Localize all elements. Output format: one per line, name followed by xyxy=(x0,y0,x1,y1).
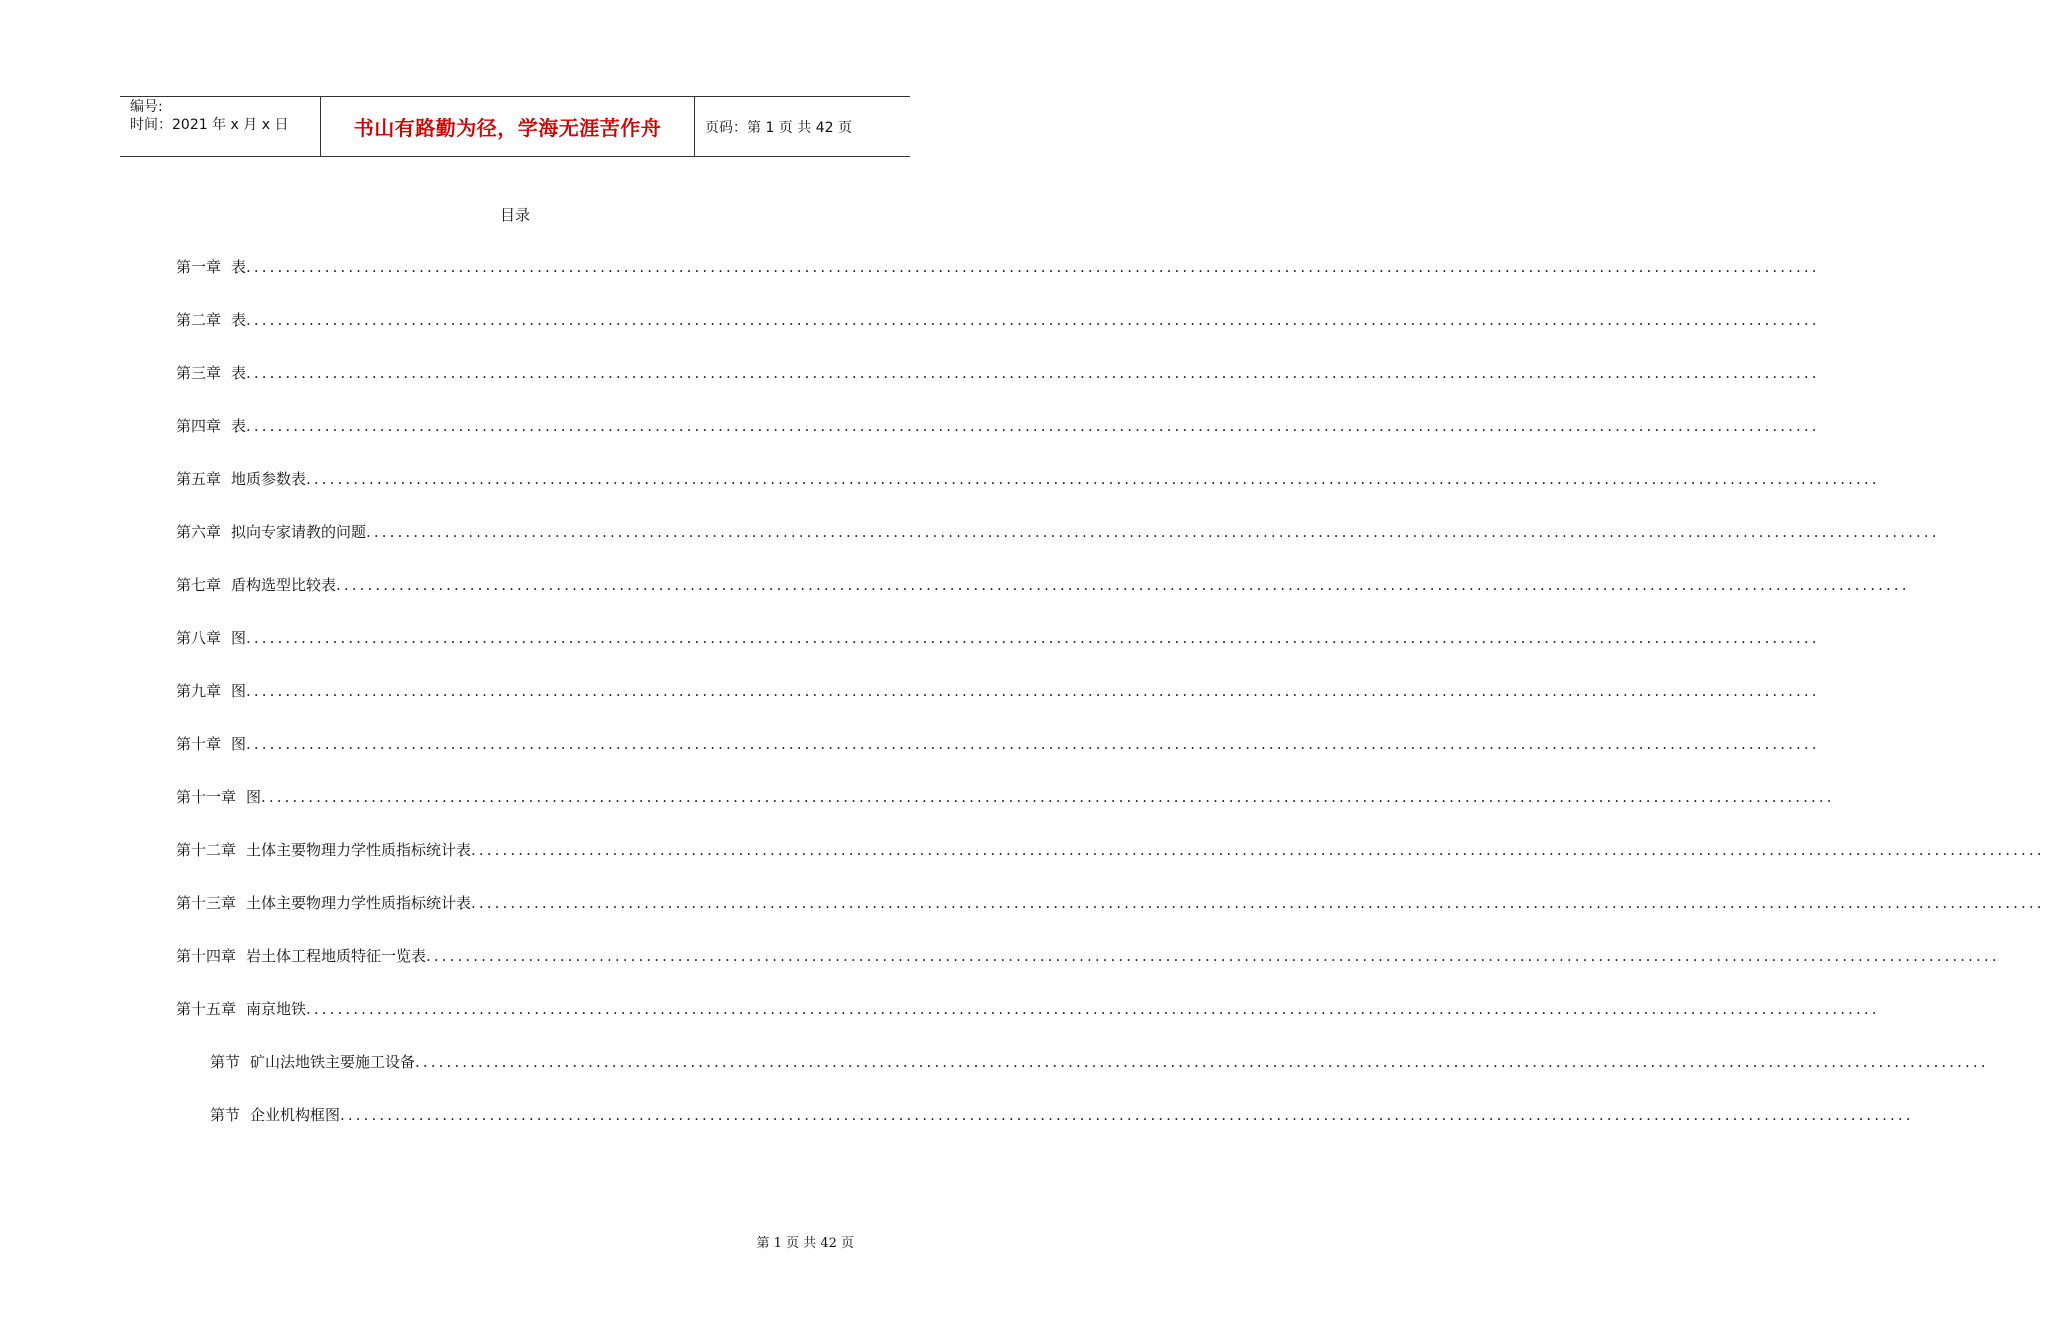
toc-entry-title: 拟向专家请教的问题 xyxy=(231,523,367,541)
toc-entry[interactable] xyxy=(176,522,1940,575)
toc-entry-title: 南京地铁 xyxy=(246,1000,307,1018)
motto-text: 书山有路勤为径，学海无涯苦作舟 xyxy=(353,116,662,140)
toc-leader-dots: ........................................................................................................................................................................................................ xyxy=(246,364,1820,382)
toc-entry[interactable] xyxy=(176,416,1820,469)
toc-entry-number: 第十一章 xyxy=(176,788,237,806)
toc-entry-number: 第十二章 xyxy=(176,841,237,859)
toc-entry-title: 岩土体工程地质特征一览表 xyxy=(246,947,427,965)
toc-entry-title: 地质参数表 xyxy=(231,470,307,488)
toc-entry-title: 土体主要物理力学性质指标统计表 xyxy=(246,841,472,859)
toc-entry-number: 第五章 xyxy=(176,470,222,488)
toc-entry[interactable] xyxy=(176,999,1880,1052)
toc-entry[interactable] xyxy=(176,1052,1989,1105)
toc-leader-dots: ........................................................................................................................................................................................................ xyxy=(426,947,2000,965)
toc-leader-dots: ........................................................................................................................................................................................................ xyxy=(415,1053,1989,1071)
toc-entry-title: 表 xyxy=(231,417,247,435)
toc-entry-number: 第八章 xyxy=(176,629,222,647)
toc-entry[interactable] xyxy=(176,575,1910,628)
toc-entry[interactable] xyxy=(176,628,1820,681)
header-right-cell xyxy=(695,97,910,156)
date-label: 时间：2021 年 x 月 x 日 xyxy=(130,117,289,133)
toc-entry-number: 第十五章 xyxy=(176,1000,237,1018)
toc-entry[interactable] xyxy=(176,363,1820,416)
toc-entry-title: 矿山法地铁主要施工设备 xyxy=(250,1053,416,1071)
toc-entry[interactable] xyxy=(176,787,1835,840)
toc-leader-dots: ........................................................................................................................................................................................................ xyxy=(246,735,1820,753)
toc-entry[interactable] xyxy=(176,310,1820,363)
toc-leader-dots: ........................................................................................................................................................................................................ xyxy=(246,417,1820,435)
toc-leader-dots: ........................................................................................................................................................................................................ xyxy=(471,841,2045,859)
footer-page-number: 第 1 页 共 42 页 xyxy=(756,1236,854,1251)
toc-entry-title: 图 xyxy=(231,682,247,700)
toc-entry[interactable] xyxy=(176,734,1820,787)
toc-entry-number: 第十四章 xyxy=(176,947,237,965)
table-of-contents xyxy=(176,257,2045,1158)
toc-entry-title: 土体主要物理力学性质指标统计表 xyxy=(246,894,472,912)
toc-leader-dots: ........................................................................................................................................................................................................ xyxy=(246,258,1820,276)
toc-entry[interactable] xyxy=(176,893,2045,946)
toc-entry-number: 第四章 xyxy=(176,417,222,435)
toc-entry-title: 企业机构框图 xyxy=(250,1106,341,1124)
toc-entry-title: 盾构选型比较表 xyxy=(231,576,337,594)
toc-entry-number: 第一章 xyxy=(176,258,222,276)
toc-leader-dots: ........................................................................................................................................................................................................ xyxy=(471,894,2045,912)
toc-leader-dots: ........................................................................................................................................................................................................ xyxy=(340,1106,1914,1124)
serial-number-label: 编号: xyxy=(130,99,163,115)
toc-entry-number: 第十章 xyxy=(176,735,222,753)
toc-entry-title: 图 xyxy=(246,788,262,806)
toc-entry[interactable] xyxy=(176,257,1820,310)
header-left-cell xyxy=(120,97,321,156)
toc-entry-title: 图 xyxy=(231,629,247,647)
toc-entry-number: 第二章 xyxy=(176,311,222,329)
toc-entry-title: 图 xyxy=(231,735,247,753)
toc-leader-dots: ........................................................................................................................................................................................................ xyxy=(306,1000,1880,1018)
header-page-code: 页码：第 1 页 共 42 页 xyxy=(705,119,852,136)
toc-entry-number: 第七章 xyxy=(176,576,222,594)
toc-entry[interactable] xyxy=(176,946,2000,999)
toc-entry-title: 表 xyxy=(231,364,247,382)
toc-leader-dots: ........................................................................................................................................................................................................ xyxy=(246,311,1820,329)
toc-entry-number: 第九章 xyxy=(176,682,222,700)
toc-entry[interactable] xyxy=(176,840,2045,893)
toc-leader-dots: ........................................................................................................................................................................................................ xyxy=(246,682,1820,700)
toc-leader-dots: ........................................................................................................................................................................................................ xyxy=(246,629,1820,647)
toc-title: 目录 xyxy=(499,206,530,224)
header-motto-cell xyxy=(321,97,695,156)
toc-entry-title: 表 xyxy=(231,311,247,329)
toc-leader-dots: ........................................................................................................................................................................................................ xyxy=(261,788,1835,806)
document-header xyxy=(120,96,910,157)
toc-entry-number: 第十三章 xyxy=(176,894,237,912)
toc-entry-title: 表 xyxy=(231,258,247,276)
toc-entry[interactable] xyxy=(176,469,1880,522)
toc-entry[interactable] xyxy=(176,681,1820,734)
toc-leader-dots: ........................................................................................................................................................................................................ xyxy=(366,523,1940,541)
toc-entry-number: 第节 xyxy=(210,1106,241,1124)
toc-entry-number: 第六章 xyxy=(176,523,222,541)
toc-entry-number: 第三章 xyxy=(176,364,222,382)
toc-leader-dots: ........................................................................................................................................................................................................ xyxy=(336,576,1910,594)
toc-entry-number: 第节 xyxy=(210,1053,241,1071)
toc-leader-dots: ........................................................................................................................................................................................................ xyxy=(306,470,1880,488)
toc-entry[interactable] xyxy=(176,1105,1914,1158)
